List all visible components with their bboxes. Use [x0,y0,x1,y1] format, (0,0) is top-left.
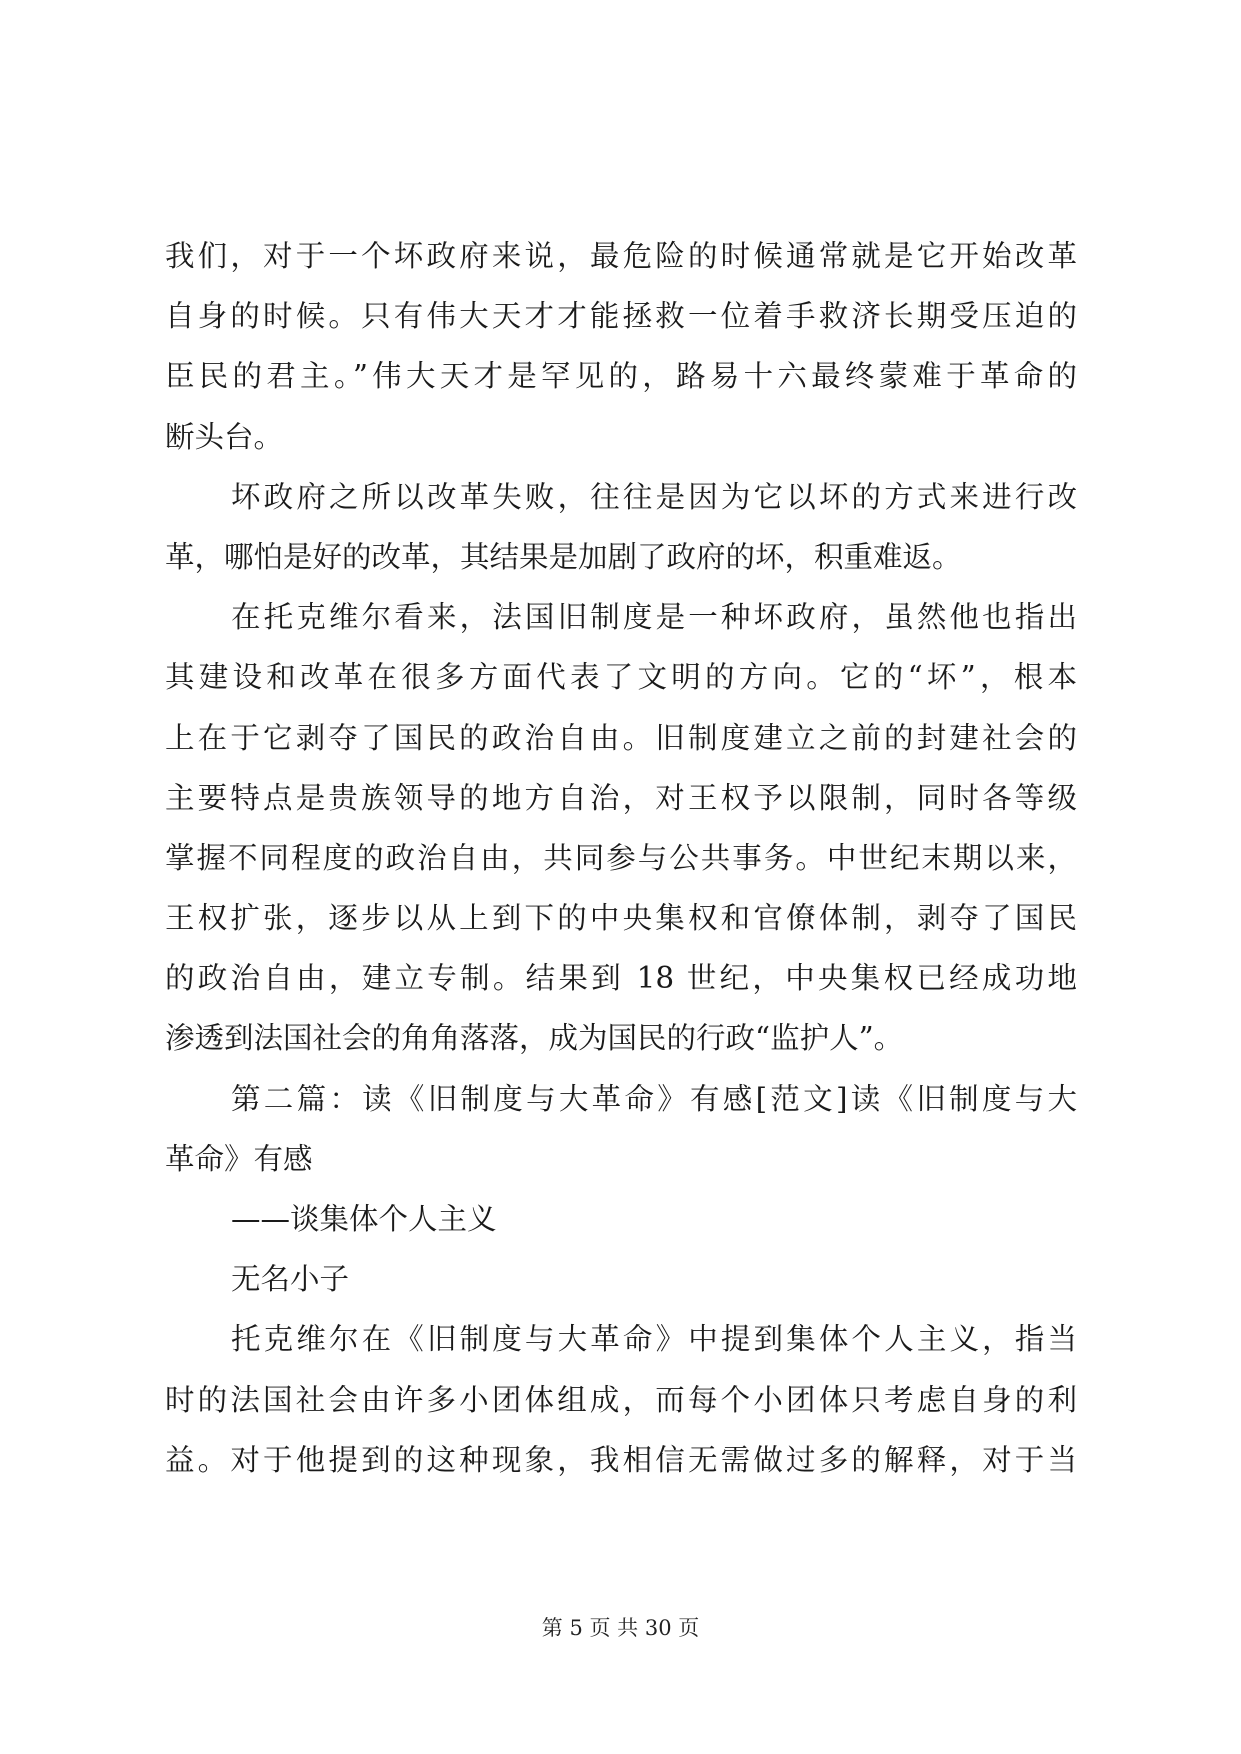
text-line: 益。对于他提到的这种现象，我相信无需做过多的解释，对于当 [165,1442,1077,1477]
text-line: 上在于它剥夺了国民的政治自由。旧制度建立之前的封建社会的 [165,720,1077,755]
text-line: 托克维尔在《旧制度与大革命》中提到集体个人主义，指当 [231,1322,1077,1357]
text-line: 革，哪怕是好的改革，其结果是加剧了政府的坏，积重难返。 [165,539,962,574]
section-heading: 革命》有感 [165,1141,313,1176]
text-line: 时的法国社会由许多小团体组成，而每个小团体只考虑自身的利 [165,1382,1077,1417]
text-line: 主要特点是贵族领导的地方自治，对王权予以限制，同时各等级 [165,780,1077,815]
subtitle: ——谈集体个人主义 [231,1202,497,1236]
text-line: 臣民的君主。”伟大天才是罕见的，路易十六最终蒙难于革命的 [165,359,1077,394]
author: 无名小子 [231,1262,350,1297]
text-line: 坏政府之所以改革失败，往往是因为它以坏的方式来进行改 [231,479,1077,514]
text-line: 王权扩张，逐步以从上到下的中央集权和官僚体制，剥夺了国民 [165,901,1077,936]
text-line: 渗透到法国社会的角角落落，成为国民的行政“监护人”。 [165,1021,904,1056]
text-line: 我们，对于一个坏政府来说，最危险的时候通常就是它开始改革 [165,239,1077,273]
text-line: 断头台。 [165,419,284,454]
text-line: 的政治自由，建立专制。结果到 18 世纪，中央集权已经成功地 [165,961,1077,996]
text-line: 在托克维尔看来，法国旧制度是一种坏政府，虽然他也指出 [231,600,1077,635]
page-number: 第 5 页 共 30 页 [541,1616,700,1640]
text-line: 掌握不同程度的政治自由，共同参与公共事务。中世纪末期以来， [165,840,1077,875]
document-body [165,226,1077,1490]
text-line: 其建设和改革在很多方面代表了文明的方向。它的“坏”，根本 [165,660,1077,695]
text-line: 自身的时候。只有伟大天才才能拯救一位着手救济长期受压迫的 [165,299,1077,334]
section-heading: 第二篇：读《旧制度与大革命》有感[范文]读《旧制度与大 [231,1081,1077,1116]
